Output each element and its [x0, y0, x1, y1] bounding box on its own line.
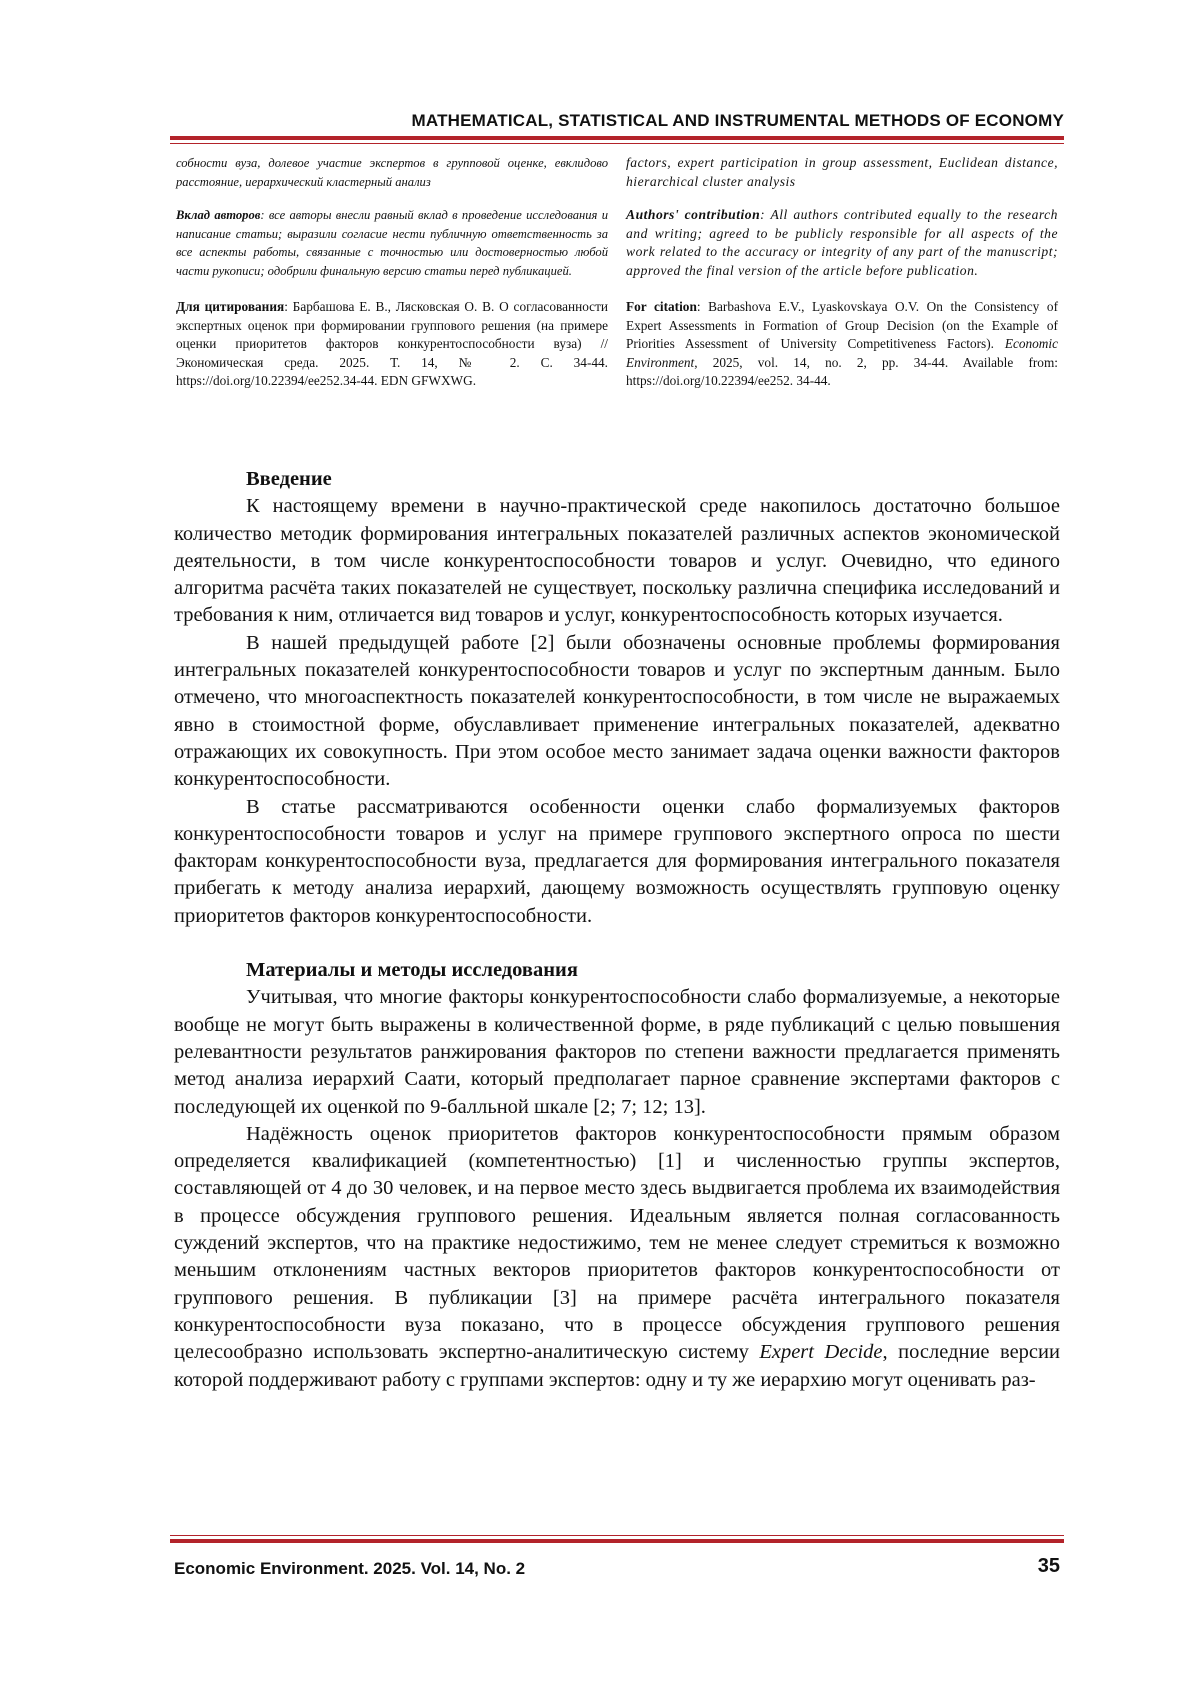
contribution-label-ru: Вклад авторов: [176, 208, 261, 222]
section-heading-introduction: Введение: [246, 468, 332, 490]
keywords-ru: собности вуза, долевое участие экспертов в групповой оценке, евклидово расстояние, иерархический кластерный анализ: [176, 156, 608, 189]
contribution-text-ru: : все авторы внесли равный вклад в проведение исследования и написание статьи; выразили согласие нести публичную ответственность за все аспекты работы, связанные с точностью или достоверностью любой части рукописи; одобрили финальную версию статьи перед публикацией.: [176, 208, 608, 278]
citation-label-ru: Для цитирования: [176, 299, 285, 314]
software-name: Expert Decide: [759, 1341, 883, 1364]
footer-rule-thick: [170, 1539, 1064, 1543]
intro-paragraph-2: В нашей предыдущей работе [2] были обозначены основные проблемы формирования интегральных показателей конкурентоспособности товаров и услуг по экспертным данным. Было отмечено, что многоаспектность показателей конкурентоспособности, в том числе не выражаемых явно в стоимостной форме, обуславливает применение интегральных показателей, адекватно отражающих их совокупность. При этом особое место занимает задача оценки важности факторов конкурентоспособности.: [174, 631, 1060, 791]
methods-paragraph-2-part-b: , последние версии которой поддерживают работу с группами экспертов: одну и ту же иерархию могут оценивать раз-: [174, 1341, 1060, 1391]
citation-text-ru: : Барбашова Е. В., Лясковская О. В. О согласованности экспертных оценок при формировании группового решения (на примере оценки приоритетов факторов конкурентоспособности вуза) // Экономическая среда. 2025. Т. 14, № 2. С. 34-44. https://doi.org/10.22394/ee252.34-44. EDN GFWXWG.: [176, 299, 609, 388]
citation-en: [626, 298, 1058, 391]
methods-paragraph-1: Учитывая, что многие факторы конкурентоспособности слабо формализуемые, а некоторые вообще не могут быть выражены в количественной форме, в ряде публикаций с целью повышения релевантности результатов ранжирования факторов по степени важности предлагается применять метод анализа иерархий Саати, который предполагает парное сравнение экспертами факторов с последующей их оценкой по 9-балльной шкале [2; 7; 12; 13].: [174, 986, 1060, 1118]
front-matter-ru: [176, 154, 608, 391]
front-matter-en: [626, 154, 1058, 391]
footer-journal-info: Economic Environment. 2025. Vol. 14, No. 2: [174, 1559, 526, 1578]
citation-text-en-1: : Barbashova E.V., Lyaskovskaya O.V. On the Consistency of Expert Assessments in Formation of Group Decision (on the Example of Priorities Assessment of University Competitiveness Factors).: [626, 299, 1058, 351]
article-body: [174, 466, 1060, 1394]
section-heading-methods: Материалы и методы исследования: [246, 959, 578, 982]
header-rule-thin: [170, 143, 1064, 144]
keywords-en: factors, expert participation in group assessment, Euclidean distance, hierarchical cluster analysis: [626, 155, 1058, 189]
contribution-en: [626, 206, 1058, 280]
citation-label-en: For citation: [626, 299, 697, 314]
methods-paragraph-2: [174, 1121, 1060, 1394]
contribution-label-en: Authors' contribution: [626, 207, 761, 222]
citation-journal-en: Economic Environment: [626, 336, 1058, 370]
contribution-ru: [176, 206, 608, 280]
running-header: MATHEMATICAL, STATISTICAL AND INSTRUMENTAL METHODS OF ECONOMY: [411, 111, 1064, 130]
page-number: 35: [1037, 1555, 1060, 1577]
citation-ru: [176, 298, 608, 391]
footer-rule-thin: [170, 1535, 1064, 1536]
header-rule-thick: [170, 136, 1064, 140]
citation-text-en-2: , 2025, vol. 14, no. 2, pp. 34-44. Available from: https://doi.org/10.22394/ee252. 34-44.: [626, 354, 1058, 388]
intro-paragraph-3: В статье рассматриваются особенности оценки слабо формализуемых факторов конкурентоспособности товаров и услуг на примере группового экспертного опроса по шести факторам конкурентоспособности вуза, предлагается для формирования интегрального показателя прибегать к методу анализа иерархий, дающему возможность осуществлять групповую оценку приоритетов факторов конкурентоспособности.: [174, 795, 1060, 927]
intro-paragraph-1: К настоящему времени в научно-практической среде накопилось достаточно большое количество методик формирования интегральных показателей различных аспектов экономической деятельности, в том числе конкурентоспособности товаров и услуг. Очевидно, что единого алгоритма расчёта таких показателей не существует, поскольку различна специфика исследований и требования к ним, отличается вид товаров и услуг, конкурентоспособность которых изучается.: [174, 495, 1060, 627]
contribution-text-en: : All authors contributed equally to the research and writing; agreed to be publicly responsible for all aspects of the work related to the accuracy or integrity of any part of the manuscript; approved the final version of the article before publication.: [626, 207, 1058, 278]
methods-paragraph-2-part-a: Надёжность оценок приоритетов факторов конкурентоспособности прямым образом определяется квалификацией (компетентностью) [1] и численностью группы экспертов, составляющей от 4 до 30 человек, и на первое место здесь выдвигается проблема их взаимодействия в процессе обсуждения группового решения. Идеальным является полная согласованность суждений экспертов, что на практике недостижимо, тем не менее следует стремиться к возможно меньшим отклонениям частных векторов приоритетов факторов конкурентоспособности от группового решения. В публикации [3] на примере расчёта интегрального показателя конкурентоспособности вуза показано, что в процессе обсуждения группового решения целесообразно использовать экспертно-аналитическую систему: [174, 1122, 1060, 1364]
